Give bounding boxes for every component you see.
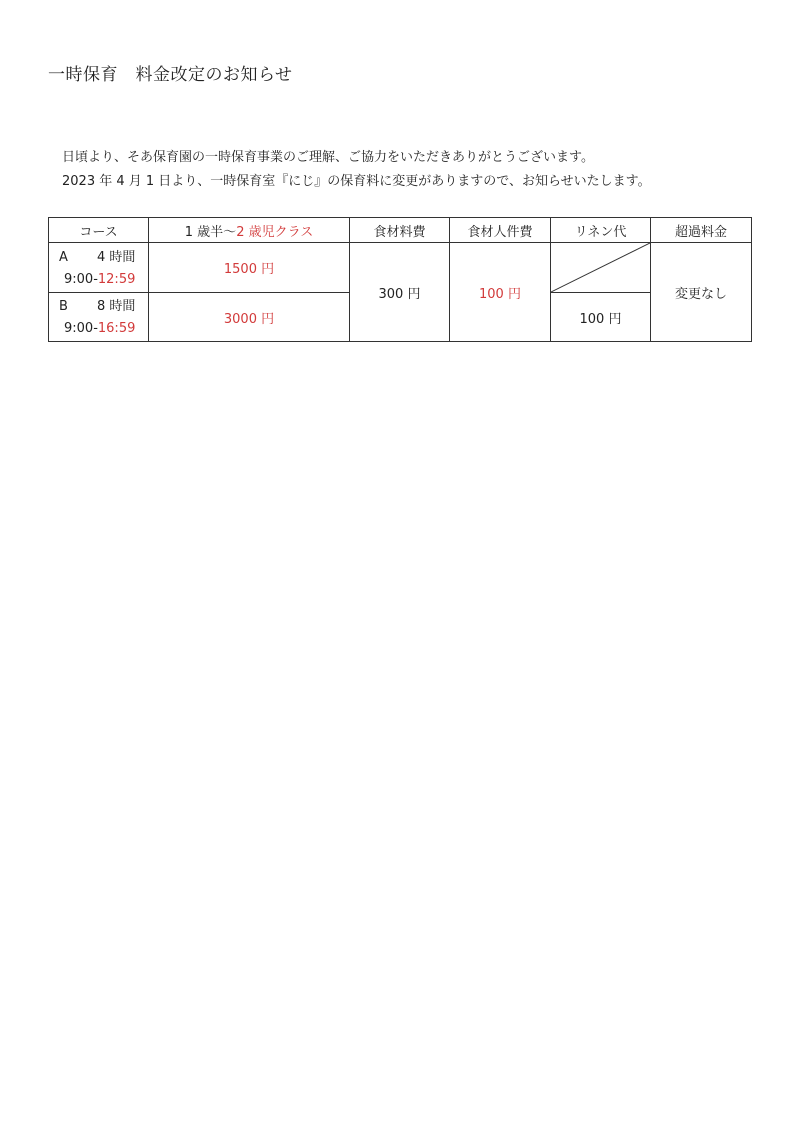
table-row: [49, 243, 752, 293]
header-age: [149, 218, 350, 243]
food-labor-fee-cell: 100 円: [450, 243, 551, 342]
diagonal-slash: [551, 243, 650, 292]
table-header-row: [49, 218, 752, 243]
course-time-start: 9:00-: [64, 321, 98, 336]
linen-cell-a: [551, 243, 651, 293]
intro-line-2: 2023 年 4 月 1 日より、一時保育室『にじ』の保育料に変更がありますので、お知らせいたします。: [62, 174, 651, 189]
intro-text: [62, 146, 651, 194]
course-time-end: 16:59: [97, 321, 136, 336]
course-cell-a: [49, 243, 149, 293]
course-duration: 4 時間: [97, 249, 136, 265]
header-overtime: 超過料金: [651, 218, 752, 243]
course-duration: 8 時間: [97, 299, 136, 314]
course-code: A: [59, 249, 68, 265]
page-title: 一時保育 料金改定のお知らせ: [48, 65, 293, 85]
header-course: コース: [49, 218, 149, 243]
course-cell-b: [49, 293, 149, 342]
fee-table: [48, 217, 752, 342]
intro-line-1: 日頃より、そあ保育園の一時保育事業のご理解、ご協力をいただきありがとうございます。: [62, 150, 594, 165]
header-age-prefix: 1 歳半〜: [184, 224, 237, 240]
header-linen: リネン代: [551, 218, 651, 243]
fee-cell-a: 1500 円: [149, 243, 350, 293]
course-time-end: 12:59: [97, 271, 136, 287]
fee-cell-b: 3000 円: [149, 293, 350, 342]
course-time-start: 9:00-: [64, 271, 98, 287]
overtime-cell: 変更なし: [651, 243, 752, 342]
course-code: B: [59, 299, 68, 314]
food-fee-cell: 300 円: [350, 243, 450, 342]
header-age-highlight: 2 歳児クラス: [236, 224, 314, 240]
header-food: 食材料費: [350, 218, 450, 243]
header-food-labor: 食材人件費: [450, 218, 551, 243]
linen-cell-b: 100 円: [551, 293, 651, 342]
